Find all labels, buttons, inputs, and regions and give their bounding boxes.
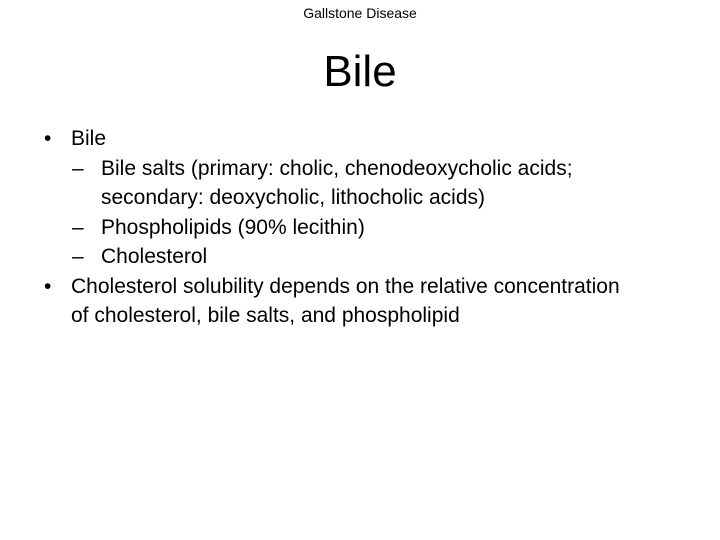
sub-bullet-phospholipids — [0, 213, 681, 243]
bullet-item-cholesterol-solubility — [0, 272, 631, 331]
sub-bullet-bile-salts — [0, 154, 681, 213]
bullet-text: Bile — [71, 127, 107, 150]
bullet-text: Cholesterol solubility depends on the relative concentration of cholesterol, bile salts, and phospholipid — [71, 274, 620, 327]
dash-marker: – — [72, 156, 84, 180]
dash-marker: – — [72, 215, 84, 239]
slide-title: Bile — [323, 47, 397, 96]
slide-body — [0, 124, 720, 331]
sub-bullet-text: Bile salts (primary: cholic, chenodeoxycholic acids; secondary: deoxycholic, lithocholic acids) — [101, 156, 573, 209]
sub-bullet-cholesterol — [0, 242, 681, 272]
dash-marker: – — [72, 245, 84, 268]
bullet-marker: • — [44, 274, 52, 298]
slide-header: Gallstone Disease — [303, 5, 417, 21]
sub-bullet-text: Phospholipids (90% lecithin) — [101, 215, 365, 239]
bullet-marker: • — [44, 127, 52, 150]
bullet-item-bile — [0, 124, 631, 154]
sub-bullet-text: Cholesterol — [101, 245, 208, 268]
